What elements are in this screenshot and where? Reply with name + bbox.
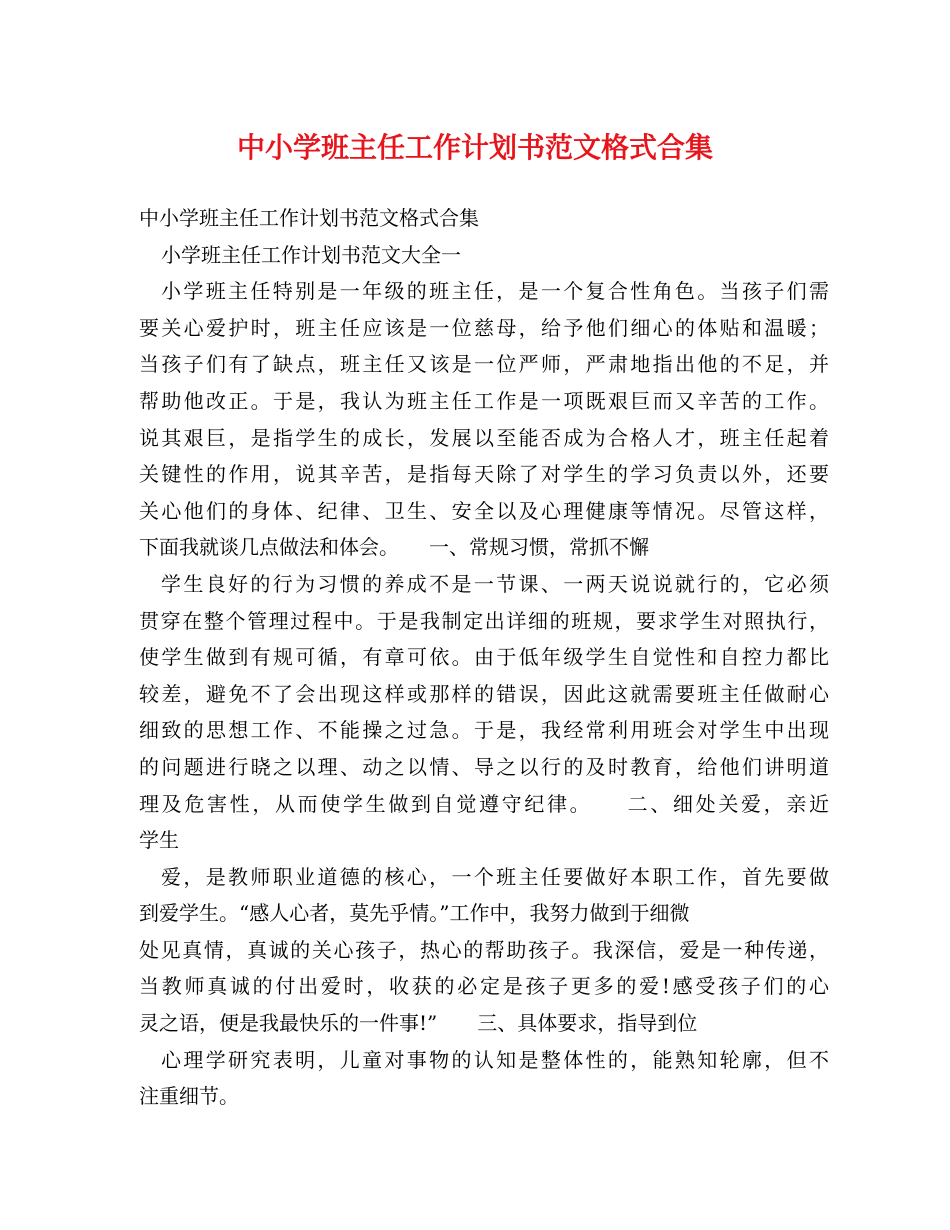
text-line: 学生良好的行为习惯的养成不是一节课、一两天说说就行的，它必须 <box>161 571 829 596</box>
text-line: 当教师真诚的付出爱时，收获的必定是孩子更多的爱!感受孩子们的心 <box>139 974 829 999</box>
text-line: 灵之语，便是我最快乐的一件事!” 三、具体要求，指导到位 <box>139 1011 698 1036</box>
text-line: 说其艰巨，是指学生的成长，发展以至能否成为合格人才，班主任起着 <box>139 425 829 450</box>
text-line: 较差，避免不了会出现这样或那样的错误，因此这就需要班主任做耐心 <box>139 681 829 706</box>
page-title: 中小学班主任工作计划书范文格式合集 <box>236 131 713 164</box>
text-line: 小学班主任工作计划书范文大全一 <box>161 242 461 267</box>
text-line: 学生 <box>139 828 179 853</box>
text-line: 中小学班主任工作计划书范文格式合集 <box>139 206 479 230</box>
text-line: 心理学研究表明，儿童对事物的认知是整体性的，能熟知轮廓，但不 <box>161 1047 829 1072</box>
document-body <box>139 200 829 1115</box>
text-line: 细致的思想工作、不能操之过急。于是，我经常利用班会对学生中出现 <box>139 718 829 743</box>
text-line: 小学班主任特别是一年级的班主任，是一个复合性角色。当孩子们需 <box>161 279 829 304</box>
text-line: 爱，是教师职业道德的核心，一个班主任要做好本职工作，首先要做 <box>161 864 829 889</box>
text-line: 当孩子们有了缺点，班主任又该是一位严师，严肃地指出他的不足，并 <box>139 352 829 377</box>
text-line: 下面我就谈几点做法和体会。 一、常规习惯，常抓不懈 <box>139 535 649 560</box>
text-line: 的问题进行晓之以理、动之以情、导之以行的及时教育，给他们讲明道 <box>139 754 829 779</box>
text-line: 到爱学生。“感人心者，莫先乎情。”工作中，我努力做到于细微 <box>139 901 690 926</box>
text-line: 理及危害性，从而使学生做到自觉遵守纪律。 二、细处关爱，亲近 <box>139 791 829 816</box>
text-line: 帮助他改正。于是，我认为班主任工作是一项既艰巨而又辛苦的工作。 <box>139 388 829 413</box>
text-line: 关心他们的身体、纪律、卫生、安全以及心理健康等情况。尽管这样， <box>139 498 829 523</box>
text-line: 注重细节。 <box>139 1084 239 1109</box>
text-line: 关键性的作用，说其辛苦，是指每天除了对学生的学习负责以外，还要 <box>139 462 829 487</box>
text-line: 使学生做到有规可循，有章可依。由于低年级学生自觉性和自控力都比 <box>139 645 829 670</box>
text-line: 要关心爱护时，班主任应该是一位慈母，给予他们细心的体贴和温暖； <box>139 315 829 340</box>
text-line: 贯穿在整个管理过程中。于是我制定出详细的班规，要求学生对照执行， <box>139 608 829 633</box>
text-line: 处见真情，真诚的关心孩子，热心的帮助孩子。我深信，爱是一种传递， <box>139 937 829 962</box>
